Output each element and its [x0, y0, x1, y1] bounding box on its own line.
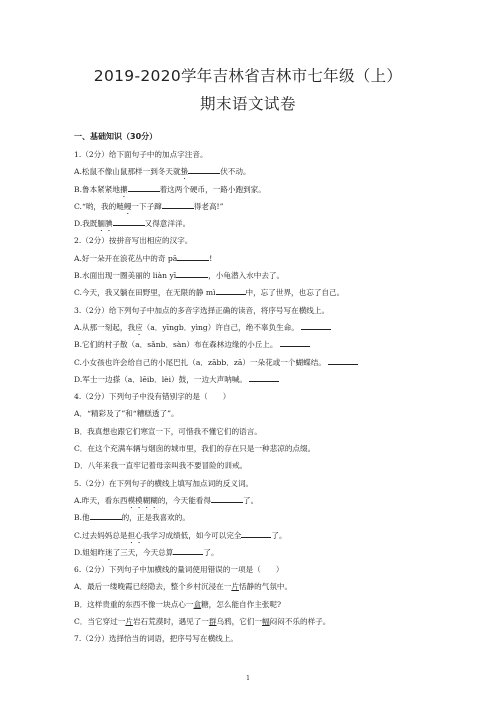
dotted-char: 蛰 [180, 167, 189, 177]
text: C.小女孩也许会给自己的小尾巴扎（a．zābb．zā）一朵花或一个蝴蝶结。 [74, 357, 326, 367]
underlined-word: 片 [231, 582, 239, 592]
underlined-word: 群 [208, 617, 217, 627]
text: 的，今天能看得 [157, 495, 211, 505]
q4-option-d[interactable]: D．八年来我一直牢记着母亲叫我不要冒险的训戒。 [74, 461, 248, 471]
dotted-char: 攥 [119, 184, 128, 194]
q7-stem: 7.（2分）选择恰当的词语，把序号写在横线上。 [74, 634, 238, 644]
q4-option-c[interactable]: C．在这个充满车辆与烟囱的城市里，我们的存在只是一种悲凉的点缀。 [74, 444, 316, 454]
text: A.从那一刻起，我 [74, 322, 136, 332]
text: ，小龟潜入水中去了。 [208, 271, 285, 281]
dotted-char: 鳗 [123, 201, 132, 211]
text: 了。 [243, 495, 259, 505]
text: B.鲁本紧紧地 [74, 184, 120, 194]
q6-option-a[interactable] [74, 578, 434, 595]
q1-option-a [74, 163, 434, 180]
text: C．当它穿过一 [74, 617, 126, 627]
text: 岩石荒漠时，遇见了一 [132, 617, 209, 627]
answer-blank[interactable] [173, 545, 203, 555]
text: B.水面出现一圈美丽的 liàn yī [74, 271, 177, 281]
text: ! [209, 253, 213, 263]
text: 了。 [271, 530, 287, 540]
q1-option-c [74, 198, 434, 215]
answer-blank[interactable] [280, 337, 310, 347]
q4-stem: 4.（2分）下列句子中没有错别字的是（ ） [74, 392, 231, 402]
q3-stem: 3.（2分）给下列句子中加点的多音字选择正确的读音，将序号写在横线上。 [74, 305, 330, 315]
text: 中，忘了世界，也忘了自己。 [245, 288, 345, 298]
text: 着这两个硬币，一路小跑到家。 [159, 184, 266, 194]
answer-blank[interactable] [328, 355, 358, 365]
q4-option-b[interactable]: B．我真想也跟它们寒宣一下，可惜我不懂它们的语言。 [74, 426, 262, 436]
answer-blank[interactable] [177, 251, 209, 261]
q5-option-a [74, 492, 434, 509]
dotted-char: 担心 [127, 530, 143, 540]
text: D.我既 [74, 219, 98, 229]
text: B.它们的村子散（a．sǎnb．sàn）布在森林边缘的小丘上。 [74, 340, 278, 350]
text: 了三天，今天总算 [112, 547, 174, 557]
q5-option-d [74, 544, 434, 561]
q6-option-b[interactable] [74, 596, 434, 613]
text: A.昨天，看东西 [74, 495, 128, 505]
text: 恬静的气氛中。 [238, 582, 293, 592]
question-list [74, 146, 434, 648]
text: 糖，怎么能自作主张呢? [201, 599, 282, 609]
q3-option-c [74, 354, 434, 371]
q5-option-b [74, 509, 434, 526]
text: 伏不动。 [220, 167, 251, 177]
text: A.松鼠不像山鼠那样一到冬天就 [74, 167, 181, 177]
q4-option-a[interactable]: A．“精彩及了”和“糟糕透了”。 [74, 409, 179, 419]
answer-blank[interactable] [162, 199, 194, 209]
q2-option-b [74, 267, 434, 284]
answer-blank[interactable] [188, 164, 220, 174]
q2-stem: 2.（2分）按拼音写出相应的汉字。 [74, 236, 193, 246]
text: 我学习成绩低，如今可以完全 [142, 530, 242, 540]
underlined-word: 盒 [193, 599, 202, 609]
answer-blank[interactable] [216, 285, 246, 295]
section-heading: 一、基础知识（30分） [74, 132, 158, 141]
text: C.“哟，我的鲢 [74, 201, 124, 211]
text: 又得意洋洋。 [144, 219, 191, 229]
answer-blank[interactable] [113, 216, 145, 226]
q3-option-a [74, 319, 434, 336]
answer-blank[interactable] [211, 493, 243, 503]
q5-option-c [74, 527, 434, 544]
text: A.好一朵开在浪花丛中的奇 pā [74, 253, 178, 263]
q5-stem: 5.（2分）在下列句子的横线上填写加点词的反义词。 [74, 478, 254, 488]
text: C.今天，我又躺在田野里，在无限的静 mì [74, 288, 216, 298]
answer-blank[interactable] [249, 372, 279, 382]
dotted-char: 应 [135, 322, 143, 332]
answer-blank[interactable] [128, 182, 160, 192]
text: 得老高!” [193, 201, 224, 211]
text: 乌鸦，它们一 [216, 617, 263, 627]
text: D.姐姐昨 [74, 547, 106, 557]
answer-blank[interactable] [241, 528, 271, 538]
underlined-word: 片 [125, 617, 133, 627]
answer-blank[interactable] [90, 510, 122, 520]
text: D.军士一边搽（a．lēib．lèi）鼓，一边大声呐喊。 [74, 374, 248, 384]
text: 的，正是我喜欢的。 [121, 513, 190, 523]
exam-title-line2: 期末语文试卷 [199, 95, 296, 113]
text: 闷闷不乐的样子。 [269, 617, 331, 627]
exam-title-line1: 2019-2020学年吉林省吉林市七年级（上） [93, 67, 403, 85]
q2-option-a [74, 250, 434, 267]
q2-option-c [74, 284, 434, 301]
text: C.过去妈妈总是 [74, 530, 128, 540]
q3-option-b [74, 336, 434, 353]
answer-blank[interactable] [176, 268, 208, 278]
q1-option-b [74, 181, 434, 198]
q6-option-c[interactable] [74, 613, 434, 630]
dotted-char: 迷 [105, 547, 113, 557]
text: 一下子蹿 [131, 201, 162, 211]
page-number: 1 [246, 675, 250, 682]
answer-blank[interactable] [301, 320, 331, 330]
dotted-char: 模模糊糊 [127, 495, 158, 505]
q1-stem: 1.（2分）给下面句子中的加点字注音。 [74, 150, 208, 159]
text: B.他 [74, 513, 90, 523]
text: B．这样贵重的东西不像一块点心一 [74, 599, 194, 609]
text: （a．yīngb．yìng）许自己，绝不辜负生命。 [142, 322, 299, 332]
q1-option-d [74, 215, 434, 232]
underlined-word: 幅 [262, 617, 270, 627]
q3-option-d [74, 371, 434, 388]
text: 了。 [203, 547, 219, 557]
q6-stem: 6.（2分）下列句子中加横线的量词使用错误的一项是（ ） [74, 565, 284, 575]
dotted-char: 腼腆 [97, 219, 113, 229]
text: A．最后一缕晚霞已经隐去，整个乡村沉浸在一 [74, 582, 232, 592]
